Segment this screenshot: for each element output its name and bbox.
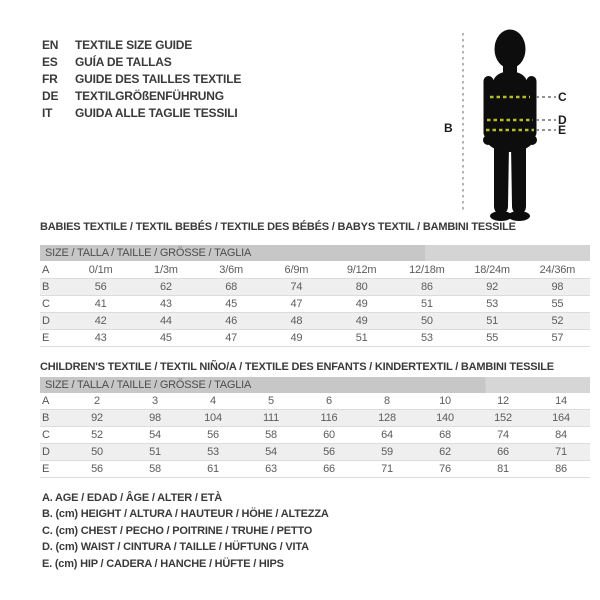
size-cell: 42: [68, 313, 133, 330]
size-table-row: [40, 330, 590, 347]
size-cell: 54: [242, 444, 300, 461]
size-cell: 152: [474, 410, 532, 427]
children-size-table: [40, 393, 590, 478]
size-cell: 68: [199, 279, 264, 296]
size-cell: 71: [532, 444, 590, 461]
size-table-row: [40, 296, 590, 313]
size-cell: 86: [394, 279, 459, 296]
language-label: TEXTILGRÖßENFÜHRUNG: [75, 88, 224, 103]
row-label: B: [40, 410, 68, 427]
size-cell: 63: [242, 461, 300, 478]
size-cell: 55: [460, 330, 525, 347]
language-code: IT: [42, 105, 53, 120]
size-cell: 49: [264, 330, 329, 347]
size-cell: 84: [532, 427, 590, 444]
language-label: GUÍA DE TALLAS: [75, 54, 172, 69]
babies-size-header-bar: SIZE / TALLA / TAILLE / GRÖSSE / TAGLIA: [40, 245, 590, 261]
size-cell: 116: [300, 410, 358, 427]
size-cell: 52: [525, 313, 590, 330]
size-cell: 54: [126, 427, 184, 444]
size-cell: 53: [184, 444, 242, 461]
size-cell: 10: [416, 393, 474, 410]
size-cell: 14: [532, 393, 590, 410]
size-cell: 60: [300, 427, 358, 444]
size-cell: 12/18m: [394, 262, 459, 279]
size-cell: 68: [416, 427, 474, 444]
size-cell: 81: [474, 461, 532, 478]
size-cell: 0/1m: [68, 262, 133, 279]
size-cell: 80: [329, 279, 394, 296]
language-row-es: [42, 53, 241, 70]
size-table-row: [40, 313, 590, 330]
row-label: B: [40, 279, 68, 296]
size-cell: 41: [68, 296, 133, 313]
row-label: D: [40, 444, 68, 461]
language-row-it: [42, 104, 241, 121]
language-label: TEXTILE SIZE GUIDE: [75, 37, 193, 52]
size-cell: 104: [184, 410, 242, 427]
size-cell: 164: [532, 410, 590, 427]
babies-section-title: BABIES TEXTILE / TEXTIL BEBÉS / TEXTILE DES BÉBÉS / BABYS TEXTIL / BAMBINI TESSILE: [40, 221, 516, 233]
size-cell: 43: [133, 296, 198, 313]
size-cell: 6: [300, 393, 358, 410]
size-cell: 59: [358, 444, 416, 461]
size-table-row: [40, 393, 590, 410]
measurement-legend: [42, 492, 329, 574]
size-cell: 3: [126, 393, 184, 410]
size-cell: 5: [242, 393, 300, 410]
size-cell: 9/12m: [329, 262, 394, 279]
language-row-de: [42, 87, 241, 104]
row-label: A: [40, 262, 68, 279]
size-cell: 128: [358, 410, 416, 427]
children-size-header-bar: SIZE / TALLA / TAILLE / GRÖSSE / TAGLIA: [40, 377, 590, 393]
size-cell: 46: [199, 313, 264, 330]
size-cell: 53: [394, 330, 459, 347]
size-cell: 66: [300, 461, 358, 478]
legend-item-age: A. AGE / EDAD / ÂGE / ALTER / ETÀ: [42, 492, 223, 504]
size-table-row: [40, 410, 590, 427]
size-cell: 64: [358, 427, 416, 444]
size-cell: 74: [264, 279, 329, 296]
size-cell: 47: [264, 296, 329, 313]
size-cell: 111: [242, 410, 300, 427]
size-cell: 76: [416, 461, 474, 478]
label-waist-d: D: [558, 113, 567, 127]
child-measurement-figure: [430, 10, 600, 225]
size-cell: 50: [394, 313, 459, 330]
label-height-b: B: [444, 121, 453, 135]
size-cell: 50: [68, 444, 126, 461]
size-cell: 61: [184, 461, 242, 478]
size-table-row: [40, 279, 590, 296]
size-cell: 56: [184, 427, 242, 444]
size-cell: 52: [68, 427, 126, 444]
language-label: GUIDE DES TAILLES TEXTILE: [75, 71, 242, 86]
size-cell: 92: [460, 279, 525, 296]
size-cell: 8: [358, 393, 416, 410]
size-cell: 49: [329, 313, 394, 330]
size-cell: 2: [68, 393, 126, 410]
label-hip-e: E: [558, 123, 567, 137]
size-cell: 1/3m: [133, 262, 198, 279]
row-label: D: [40, 313, 68, 330]
size-table-row: [40, 461, 590, 478]
size-cell: 58: [242, 427, 300, 444]
size-cell: 57: [525, 330, 590, 347]
row-label: E: [40, 461, 68, 478]
row-label: A: [40, 393, 68, 410]
language-code: DE: [42, 88, 59, 103]
size-cell: 56: [68, 279, 133, 296]
size-cell: 48: [264, 313, 329, 330]
size-cell: 56: [68, 461, 126, 478]
babies-size-table: [40, 262, 590, 347]
row-label: E: [40, 330, 68, 347]
size-table-row: [40, 444, 590, 461]
language-row-en: [42, 36, 241, 53]
language-code: ES: [42, 54, 58, 69]
size-cell: 44: [133, 313, 198, 330]
row-label: C: [40, 427, 68, 444]
legend-item-waist: D. (cm) WAIST / CINTURA / TAILLE / HÜFTUNG / VITA: [42, 541, 309, 554]
size-cell: 92: [68, 410, 126, 427]
silhouette: [483, 30, 537, 222]
row-label: C: [40, 296, 68, 313]
language-list: [42, 36, 241, 121]
size-cell: 140: [416, 410, 474, 427]
size-cell: 74: [474, 427, 532, 444]
size-cell: 53: [460, 296, 525, 313]
size-cell: 47: [199, 330, 264, 347]
label-chest-c: C: [558, 90, 567, 104]
size-cell: 51: [460, 313, 525, 330]
size-cell: 49: [329, 296, 394, 313]
size-cell: 66: [474, 444, 532, 461]
legend-item-chest: C. (cm) CHEST / PECHO / POITRINE / TRUHE / PETTO: [42, 524, 313, 537]
size-table-row: [40, 427, 590, 444]
language-row-fr: [42, 70, 241, 87]
size-cell: 43: [68, 330, 133, 347]
size-cell: 45: [133, 330, 198, 347]
size-cell: 4: [184, 393, 242, 410]
size-cell: 3/6m: [199, 262, 264, 279]
legend-item-height: B. (cm) HEIGHT / ALTURA / HAUTEUR / HÖHE / ALTEZZA: [42, 508, 329, 521]
size-cell: 45: [199, 296, 264, 313]
child-silhouette-icon: [430, 10, 600, 225]
size-cell: 56: [300, 444, 358, 461]
size-cell: 51: [329, 330, 394, 347]
size-cell: 98: [126, 410, 184, 427]
size-cell: 71: [358, 461, 416, 478]
language-label: GUIDA ALLE TAGLIE TESSILI: [75, 105, 238, 120]
size-cell: 6/9m: [264, 262, 329, 279]
size-table-row: [40, 262, 590, 279]
children-section-title: CHILDREN'S TEXTILE / TEXTIL NIÑO/A / TEXTILE DES ENFANTS / KINDERTEXTIL / BAMBINI TESSILE: [40, 361, 554, 373]
size-cell: 55: [525, 296, 590, 313]
size-cell: 62: [416, 444, 474, 461]
size-cell: 98: [525, 279, 590, 296]
size-cell: 24/36m: [525, 262, 590, 279]
language-code: FR: [42, 71, 58, 86]
size-cell: 12: [474, 393, 532, 410]
size-cell: 51: [394, 296, 459, 313]
language-code: EN: [42, 37, 59, 52]
size-cell: 51: [126, 444, 184, 461]
size-cell: 86: [532, 461, 590, 478]
size-cell: 58: [126, 461, 184, 478]
size-cell: 18/24m: [460, 262, 525, 279]
size-cell: 62: [133, 279, 198, 296]
legend-item-hip: E. (cm) HIP / CADERA / HANCHE / HÜFTE / HIPS: [42, 557, 284, 570]
